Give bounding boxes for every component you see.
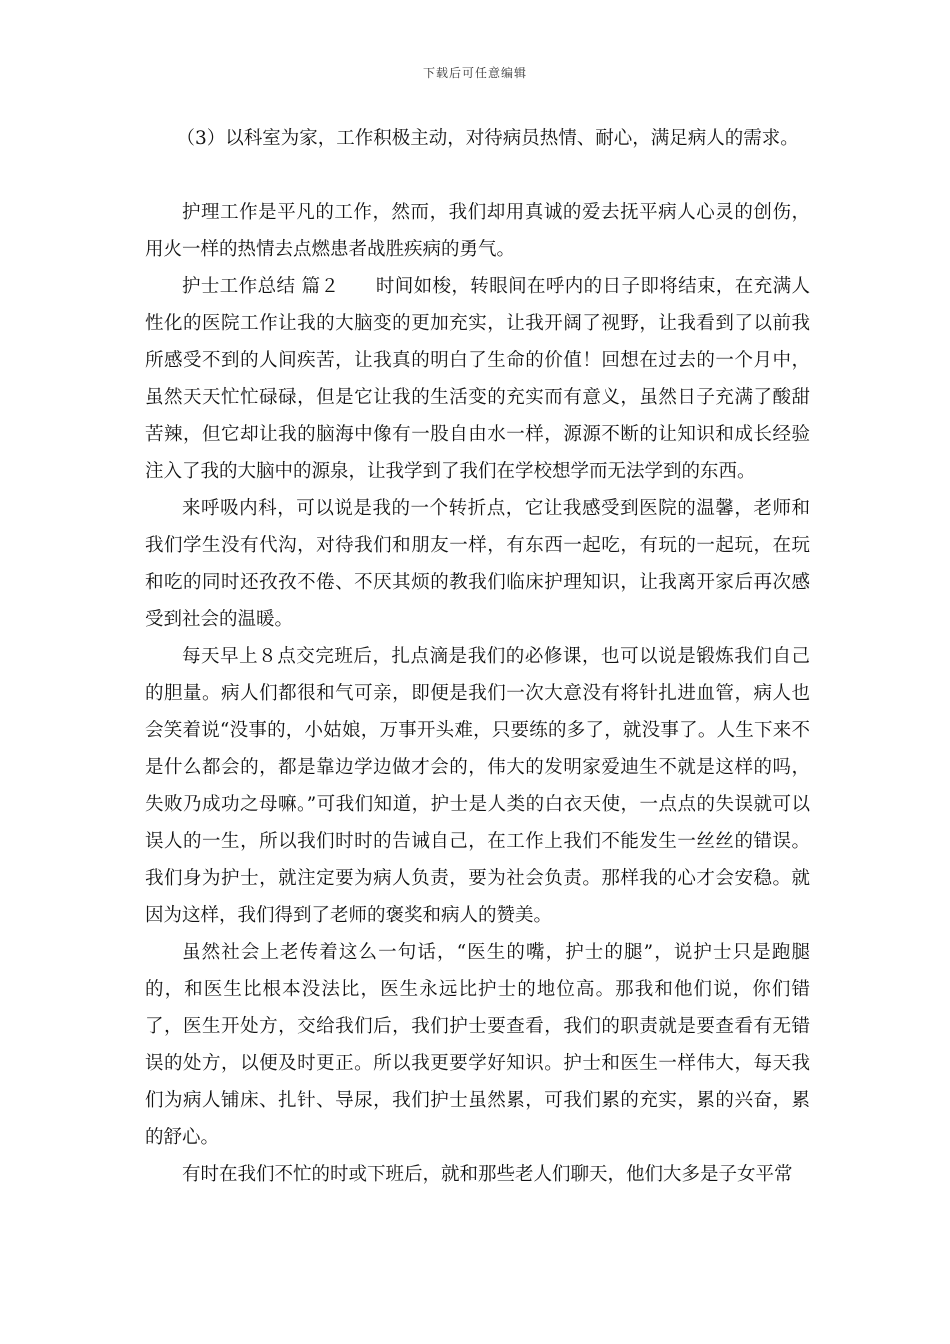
paragraph-section-2 (145, 268, 810, 490)
paragraph-doctor-nurse: 虽然社会上老传着这么一句话，“医生的嘴，护士的腿”，说护士只是跑腿的，和医生比根本没法比，医生永远比护士的地位高。那我和他们说，你们错了，医生开处方，交给我们后，我们护士要查看，我们的职责就是要查看有无错误的处方，以便及时更正。所以我更要学好知识。护士和医生一样伟大，每天我们为病人铺床、扎针、导尿，我们护士虽然累，可我们累的充实，累的兴奋，累的舒心。 (145, 942, 810, 1148)
document-body (145, 120, 810, 1193)
paragraph-daily-routine: 每天早上８点交完班后，扎点滴是我们的必修课，也可以说是锻炼我们自己的胆量。病人们都很和气可亲，即便是我们一次大意没有将针扎进血管，病人也会笑着说“没事的，小姑娘，万事开头难，只要练的多了，就没事了。人生下来不是什么都会的，都是靠边学边做才会的，伟大的发明家爱迪生不就是这样的吗，失败乃成功之母嘛。”可我们知道，护士是人类的白衣天使，一点点的失误就可以误人的一生，所以我们时时的告诫自己，在工作上我们不能发生一丝丝的错误。我们身为护士，就注定要为病人负责，要为社会负责。那样我的心才会安稳。就因为这样，我们得到了老师的褒奖和病人的赞美。 (145, 646, 810, 926)
paragraph-nursing-work: 护理工作是平凡的工作，然而，我们却用真诚的爱去抚平病人心灵的创伤，用火一样的热情去点燃患者战胜疾病的勇气。 (145, 202, 810, 260)
paragraph-item-3: （3）以科室为家，工作积极主动，对待病员热情、耐心，满足病人的需求。 (176, 128, 799, 149)
paragraph-respiratory-dept: 来呼吸内科，可以说是我的一个转折点，它让我感受到医院的温馨，老师和我们学生没有代沟，对待我们和朋友一样，有东西一起吃，有玩的一起玩，在玩和吃的同时还孜孜不倦、不厌其烦的教我们临床护理知识，让我离开家后再次感受到社会的温暖。 (145, 498, 810, 630)
section-first-text: 时间如梭，转眼间在呼内的日子即将结束，在充满人性化的医院工作让我的大脑变的更加充实，让我开阔了视野，让我看到了以前我所感受不到的人间疾苦，让我真的明白了生命的价值！回想在过去的一个月中，虽然天天忙忙碌碌，但是它让我的生活变的充实而有意义，虽然日子充满了酸甜苦辣，但它却让我的脑海中像有一股自由水一样，源源不断的让知识和成长经验注入了我的大脑中的源泉，让我学到了我们在学校想学而无法学到的东西。 (145, 276, 810, 482)
paragraph-chat-elderly: 有时在我们不忙的时或下班后，就和那些老人们聊天，他们大多是子女平常 (182, 1164, 793, 1185)
section-heading: 护士工作总结 篇２ (182, 276, 340, 297)
page-header-watermark: 下载后可任意编辑 (422, 66, 527, 80)
